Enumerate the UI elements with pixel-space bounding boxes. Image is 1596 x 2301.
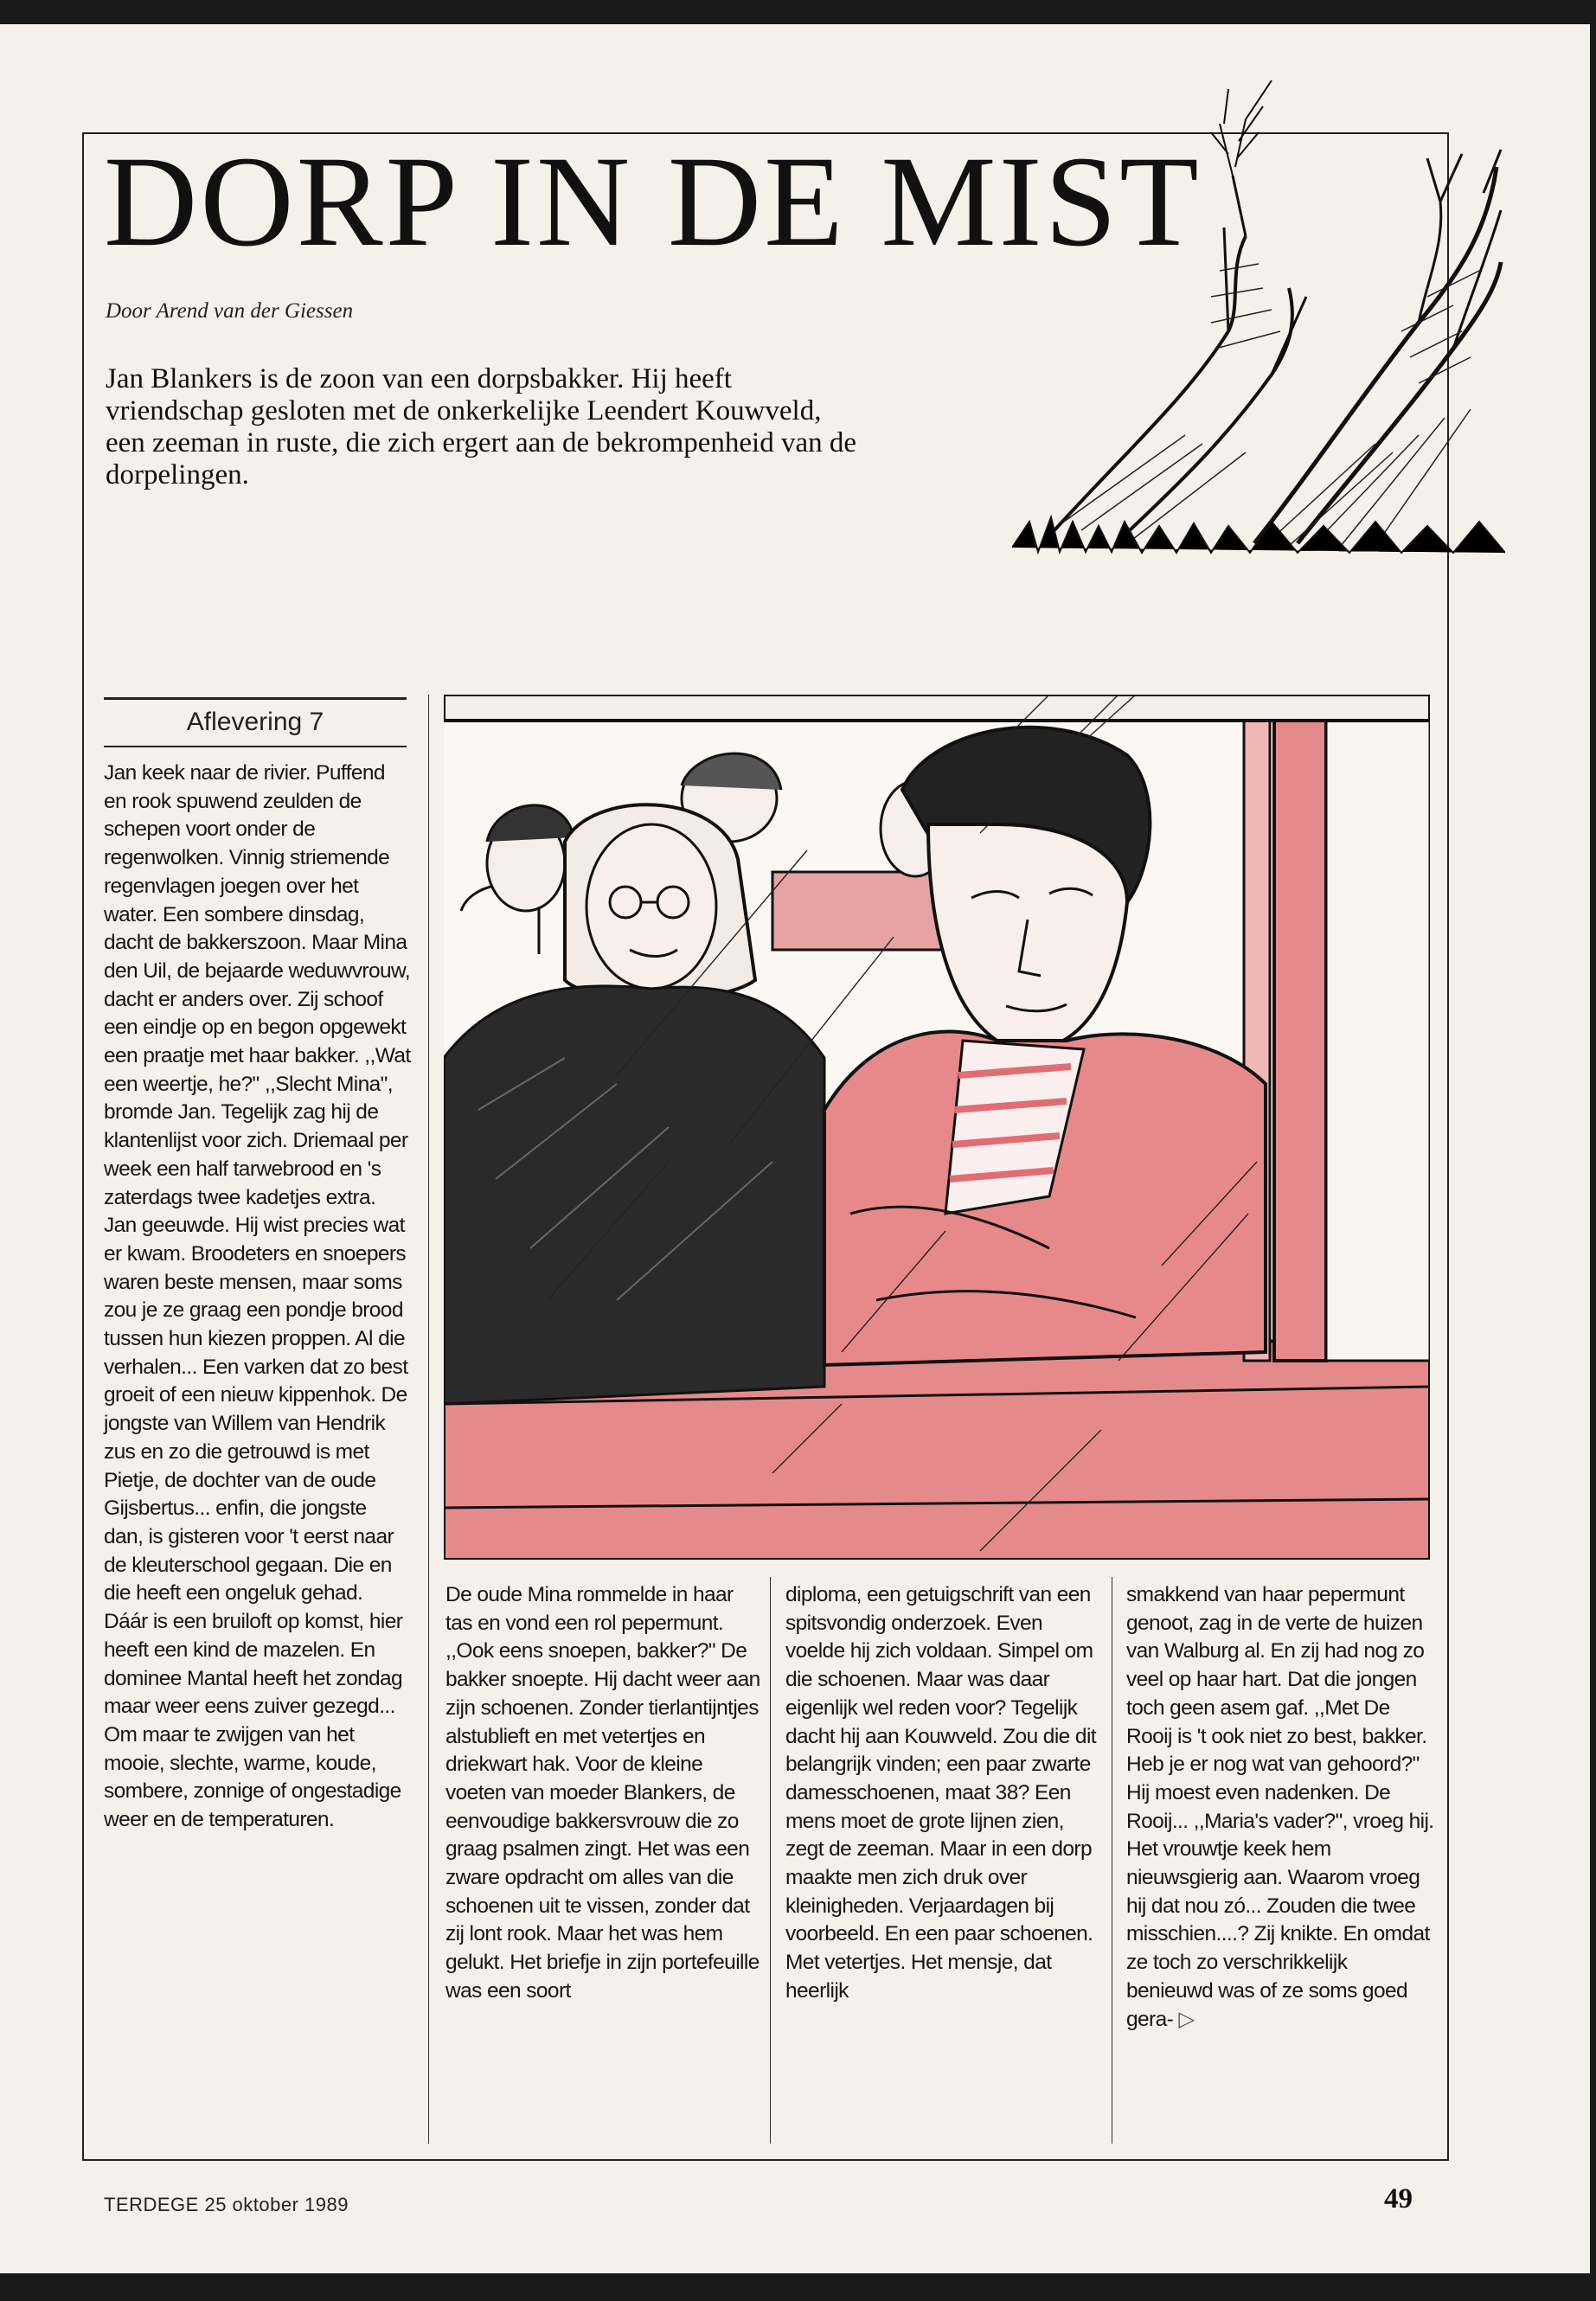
article-column-4-text: smakkend van haar pepermunt genoot, zag in de verte de huizen van Walburg al. En zij had nog zo veel op haar hart. Dat die jongen toch geen asem gaf. ,,Met De Rooij is 't ook niet zo best, bakker. Heb je er nog wat van gehoord?" Hij moest even nadenken. De Rooij... ,,Maria's vader?", vroeg hij. Het vrouwtje keek hem nieuwsgierig aan. Waarom vroeg hij dat nou zó... Zouden die twee misschien....? Zij knikte. En omdat ze toch zo verschrikkelijk benieuwd was of ze soms goed gera-: [1126, 1583, 1434, 2031]
episode-rule: [104, 746, 407, 747]
episode-rule: [104, 697, 407, 700]
continue-arrow-icon: ▷: [1178, 2007, 1195, 2031]
column-divider: [428, 695, 429, 2144]
column-divider: [770, 1577, 771, 2144]
publication-footer: TERDEGE 25 oktober 1989: [104, 2194, 349, 2215]
byline: Door Arend van der Giessen: [106, 299, 354, 323]
episode-label: Aflevering 7: [186, 708, 324, 736]
tree-drawing: [1012, 72, 1505, 556]
article-column-2: De oude Mina rommelde in haar tas en vond een rol pepermunt. ,,Ook eens snoepen, bakker?" De bakker snoepte. Hij dacht weer aan zijn schoenen. Zonder tierlantijntjes alstublieft en met vetertjes en driekwart hak. Voor de kleine voeten van moeder Blankers, de eenvoudige bakkersvrouw die zo graag psalmen zingt. Het was een zware opdracht om alles van die schoenen uit te vissen, zonder dat zij lont rook. Maar het was hem gelukt. Het briefje in zijn portefeuille was een soort: [445, 1583, 760, 2003]
article-column-1: Jan keek naar de rivier. Puffend en rook spuwend zeulden de schepen voort onder de regenwolken. Vinnig striemende regenvlagen joegen over het water. Een sombere dinsdag, dacht de bakkerszoon. Maar Mina den Uil, de bejaarde weduwvrouw, dacht er anders over. Zij schoof een eindje op en begon opgewekt een praatje met haar bakker. ,,Wat een weertje, he?" ,,Slecht Mina", bromde Jan. Tegelijk zag hij de klantenlijst voor zich. Driemaal per week een half tarwebrood en 's zaterdags twee kadetjes extra. Jan geeuwde. Hij wist precies wat er kwam. Broodeters en snoepers waren beste mensen, maar soms zou je ze graag een pondje brood tussen hun kiezen proppen. Al die verhalen... Een varken dat zo best groeit of een nieuw kippenhok. De jongste van Willem van Hendrik zus en zo die getrouwd is met Pietje, de dochter van de oude Gijsbertus... enfin, die jongste dan, is gisteren voor 't eerst naar de kleuterschool gegaan. Die en die heeft een ongeluk gehad. Dáár is een bruiloft op komst, hier heeft een kind de mazelen. En dominee Mantal heeft het zondag maar weer eens zuiver gezegd... Om maar te zwijgen van het mooie, slechte, warme, koude, sombere, zonnige of ongestadige weer en de temperaturen.: [104, 761, 411, 1832]
article-column-4: [1126, 1581, 1438, 2034]
article-column-3: diploma, een getuigschrift van een spitsvondig onderzoek. Even voelde hij zich voldaan. Simpel om die schoenen. Maar was daar eigenlijk wel reden voor? Tegelijk dacht hij aan Kouwveld. Zou die dit belangrijk vinden; een paar zwarte damesschoenen, maat 38? Een mens moet de grote lijnen zien, zegt de zeeman. Maar in een dorp maakte men zich druk over kleinigheden. Verjaardagen bij voorbeeld. En een paar schoenen. Met vetertjes. Het mensje, dat heerlijk: [785, 1583, 1096, 2003]
intro-paragraph: Jan Blankers is de zoon van een dorpsbakker. Hij heeft vriendschap gesloten met de onkerkelijke Leendert Kouwveld, een zeeman in ruste, die zich ergert aan de bekrompenheid van de dorpelingen.: [106, 363, 856, 490]
bus-illustration: [444, 695, 1430, 1560]
page-number: 49: [1384, 2183, 1413, 2214]
article-title: DORP IN DE MIST: [104, 130, 1202, 273]
magazine-page: [0, 24, 1590, 2273]
